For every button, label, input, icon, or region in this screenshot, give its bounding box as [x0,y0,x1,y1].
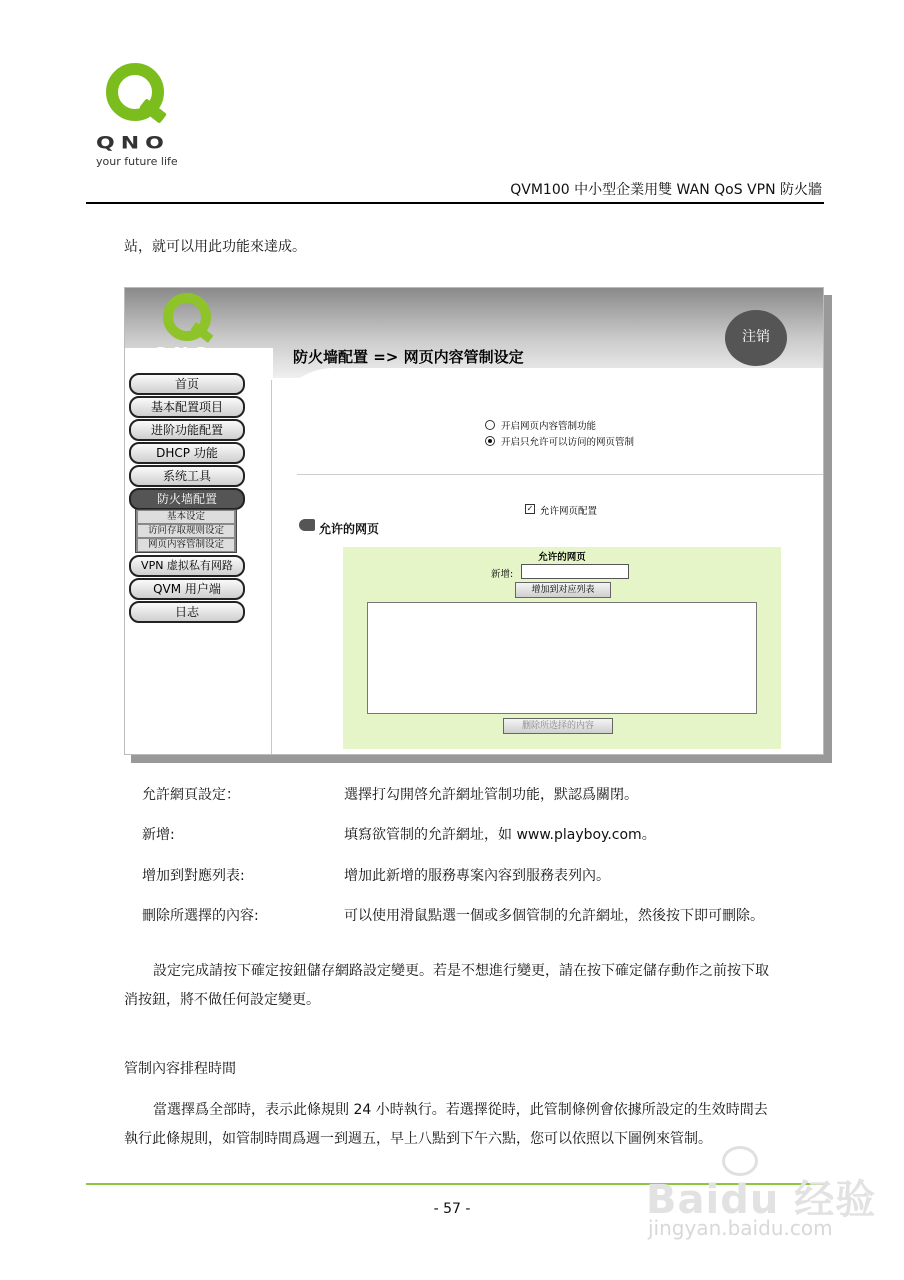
allow-pages-checkbox-label: 允许网页配置 [540,506,598,517]
watermark-url: jingyan.baidu.com [648,1216,833,1240]
allow-pages-checkbox[interactable]: ✓ [526,504,534,513]
paragraph1-line1: 設定完成請按下確定按鈕儲存網路設定變更。若是不想進行變更，請在按下確定儲存動作之前按下取 [153,963,769,979]
nav-basic-config[interactable]: 基本配置项目 [129,396,245,418]
subnav-access-rules[interactable]: 访问存取规则设定 [138,525,234,537]
page-heading: 防火墙配置 => 网页内容管制设定 [293,348,524,366]
nav-firewall[interactable]: 防火墙配置 [129,488,245,510]
subnav-content-filter[interactable]: 网页内容管制设定 [138,539,234,551]
watermark-brand: Baidu 经验 [646,1177,877,1223]
allowed-urls-listbox[interactable] [367,602,757,714]
subnav-basic[interactable]: 基本设定 [138,511,234,523]
def-term-add: 新增: [142,827,175,843]
nav-advanced[interactable]: 进阶功能配置 [129,419,245,441]
mini-logo-word: QNO [153,345,214,361]
add-label: 新增: [491,569,514,580]
panel-title: 允许的网页 [538,552,586,563]
radio-enable-filter-label: 开启网页内容管制功能 [501,421,597,432]
radio-allow-only-label: 开启只允许可以访问的网页管制 [501,437,635,448]
radio-enable-filter[interactable] [485,420,495,430]
page-number: - 57 - [433,1201,471,1217]
firewall-submenu [135,509,237,553]
def-term-allow: 允許網頁設定： [142,787,240,803]
logo-word: QNO [96,134,170,153]
options-divider [297,474,824,475]
paragraph2-line2: 執行此條規則，如管制時間爲週一到週五，早上八點到下午六點，您可以依照以下圖例來管制。 [124,1131,712,1147]
sidebar-divider [271,380,272,755]
add-to-list-button[interactable]: 增加到对应列表 [515,582,611,598]
allowed-pages-panel [343,547,781,749]
header-divider [86,202,824,204]
def-term-add-to-list: 增加到對應列表: [142,868,245,884]
nav-vpn[interactable]: VPN 虚拟私有网路 [129,555,245,577]
add-url-input[interactable] [521,564,629,579]
intro-line: 站，就可以用此功能來達成。 [124,239,306,255]
nav-qvm-client[interactable]: QVM 用户端 [129,578,245,600]
logout-button[interactable]: 注销 [725,310,787,366]
nav-log[interactable]: 日志 [129,601,245,623]
section-title: 允许的网页 [319,522,380,536]
nav-system-tools[interactable]: 系统工具 [129,465,245,487]
section2-title: 管制內容排程時間 [124,1061,236,1077]
paragraph2-line1: 當選擇爲全部時，表示此條規則 24 小時執行。若選擇從時，此管制條例會依據所設定的生效時間去 [153,1102,768,1118]
def-desc-delete: 可以使用滑鼠點選一個或多個管制的允許網址，然後按下即可刪除。 [344,908,764,924]
paragraph1-line2: 消按鈕，將不做任何設定變更。 [124,992,320,1008]
doc-title: QVM100 中小型企業用雙 WAN QoS VPN 防火牆 [510,182,822,198]
nav-home[interactable]: 首页 [129,373,245,395]
def-desc-add-to-list: 增加此新增的服務專案內容到服務表列內。 [344,868,610,884]
logo-tagline: your future life [96,155,178,168]
folder-icon [299,519,315,531]
nav-dhcp[interactable]: DHCP 功能 [129,442,245,464]
def-desc-add: 填寫欲管制的允許網址，如 www.playboy.com。 [344,827,656,843]
router-ui-screenshot [124,287,824,755]
delete-selected-button[interactable]: 删除所选择的内容 [503,718,613,734]
def-term-delete: 刪除所選擇的內容: [142,908,259,924]
radio-allow-only[interactable] [485,436,495,446]
def-desc-allow: 選擇打勾開啓允許網址管制功能，默認爲關閉。 [344,787,638,803]
